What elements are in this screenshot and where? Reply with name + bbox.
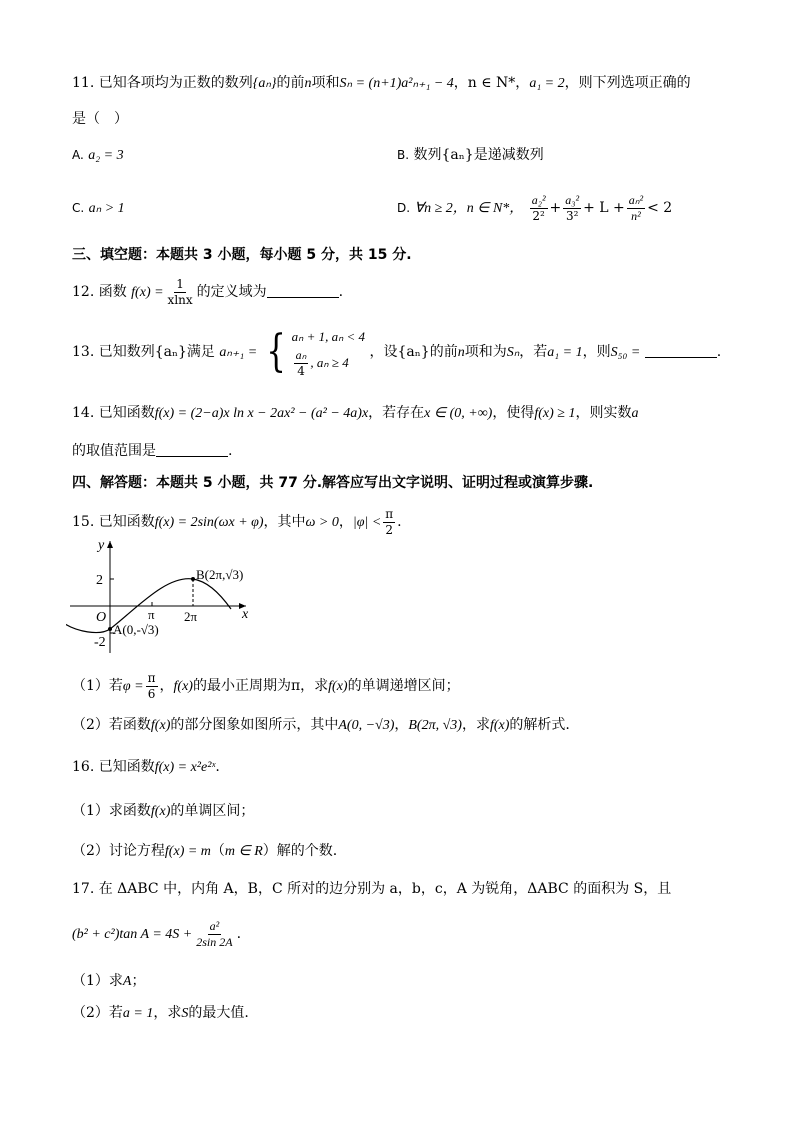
- q15-formula: f(x) = 2sin(ωx + φ): [154, 515, 264, 530]
- point-b: [191, 577, 195, 581]
- q15-text-b: ，其中: [263, 514, 306, 530]
- q15-p1-e: 的单调递增区间；: [347, 678, 460, 694]
- q11-option-c-text: aₙ > 1: [88, 201, 125, 216]
- q16-p2-m: m ∈ R: [224, 844, 263, 859]
- q12-number: 12.: [72, 284, 95, 300]
- q12-text-a: 函数: [98, 284, 127, 300]
- q11-text-c: 项和: [311, 75, 340, 91]
- q13-case2-frac: [294, 348, 309, 379]
- q16-end: .: [215, 759, 220, 775]
- q17-part2: [72, 1002, 249, 1025]
- q12-answer-blank[interactable]: [267, 283, 339, 298]
- q15-pi-den: 2: [385, 522, 394, 537]
- y-axis-arrow: [107, 541, 113, 548]
- q14-ineq: f(x) ≥ 1: [534, 406, 576, 421]
- q11-d-t2-den: 3²: [565, 208, 579, 223]
- q14-answer-blank[interactable]: [156, 442, 228, 457]
- q17-part1: [72, 970, 145, 993]
- q17-p1-b: ；: [131, 973, 146, 989]
- q17-p2-c: 的最大值.: [188, 1005, 249, 1021]
- q11-d-t1-den: 2²: [532, 208, 545, 223]
- section-4-heading: 四、解答题：本题共 5 小题，共 77 分.解答应写出文字说明、证明过程或演算步骤.: [72, 475, 594, 491]
- q16-formula: f(x) = x²e²ˣ: [154, 760, 216, 775]
- section-3-heading: 三、填空题：本题共 3 小题，每小题 5 分，共 15 分.: [72, 247, 412, 263]
- q12-num: 1: [176, 276, 184, 291]
- q17-p1-label: （1）: [72, 973, 109, 989]
- q15-p2-fx: f(x): [150, 718, 171, 733]
- q12-text-b: 的定义域为: [196, 284, 267, 300]
- q11-d-t3-den: n²: [631, 208, 641, 223]
- q15-p1-num: π: [147, 670, 156, 685]
- q11-option-d-term3: [627, 193, 645, 224]
- x-tick-label-2pi: 2π: [184, 609, 198, 624]
- q11-seq: {aₙ}: [252, 76, 277, 91]
- q14-cond: x ∈ (0, +∞): [424, 406, 493, 421]
- q14-text-b: ，若存在: [368, 405, 425, 421]
- q16-part1: [72, 800, 254, 823]
- q15-p1-a: 若: [108, 678, 123, 694]
- q13-text-b: ，设{aₙ}的前: [369, 344, 458, 360]
- point-b-label: B(2π,√3): [196, 567, 244, 582]
- q15-p1-label: （1）: [72, 678, 109, 694]
- q14-text-a: 已知函数: [98, 405, 155, 421]
- q13-case2-num: aₙ: [295, 347, 307, 362]
- q16-text-a: 已知函数: [98, 759, 155, 775]
- q11-d-t2-num: a₃²: [565, 192, 580, 207]
- q15-p2-fx2: f(x): [489, 718, 510, 733]
- q11-option-b-label: B.: [397, 148, 410, 162]
- q15-p2-a: 若函数: [108, 717, 151, 733]
- q16-p1-b: 的单调区间；: [170, 803, 255, 819]
- q15-part1: [72, 664, 460, 709]
- q13-number: 13.: [72, 344, 95, 360]
- q15-p2-c: ，: [394, 717, 409, 733]
- q15-number: 15.: [72, 514, 95, 530]
- q11-option-c-label: C.: [72, 201, 85, 215]
- q15-p2-b: 的部分图象如图所示，其中: [170, 717, 339, 733]
- q17-num: a²: [209, 918, 220, 933]
- q15-text-a: 已知函数: [98, 514, 155, 530]
- q14-line1: [72, 402, 638, 425]
- q11-formula: Sₙ = (n+1)a²ₙ₊₁ − 4: [339, 76, 454, 91]
- q15-p2-e: 的解析式.: [509, 717, 570, 733]
- q15-end: .: [397, 514, 402, 530]
- q16-p1-fx: f(x): [150, 804, 171, 819]
- y-tick-label-neg2: -2: [94, 635, 106, 650]
- q12-fx: f(x) =: [131, 285, 164, 300]
- q14-a: a: [631, 406, 639, 421]
- q17-den: 2sin 2A: [196, 934, 233, 949]
- q15-p2-d: ，求: [461, 717, 490, 733]
- q17-p2-S: S: [181, 1006, 189, 1021]
- q11-number: 11.: [72, 75, 95, 91]
- origin-label: O: [96, 610, 107, 625]
- q12-fraction: [166, 277, 195, 308]
- x-tick-label-pi: π: [148, 607, 155, 622]
- q11-n: n: [304, 76, 312, 91]
- q15-p1-c: 的最小正周期为: [192, 678, 291, 694]
- q13-answer-blank[interactable]: [645, 343, 717, 358]
- q16-stem: [72, 756, 220, 779]
- q11-text-d: ，则下列选项正确的: [564, 75, 691, 91]
- q11-line1: [72, 72, 691, 95]
- q13-case1: aₙ + 1, aₙ < 4: [291, 328, 366, 344]
- q17-end: .: [236, 926, 242, 942]
- q15-p2-pointA: A(0, −√3): [338, 718, 395, 733]
- q13-text-d: ，若: [519, 344, 548, 360]
- q13-s50: S₅₀ =: [610, 345, 641, 360]
- q14-text-c: ，使得: [492, 405, 535, 421]
- q13-case2-den: 4: [297, 363, 305, 378]
- q15-pi-frac: [383, 507, 395, 538]
- q15-text-c: ，: [338, 514, 353, 530]
- q13-case2-tail: , aₙ ≥ 4: [310, 354, 349, 370]
- q15-sine-graph: [66, 535, 266, 660]
- q11-option-a: [72, 144, 124, 167]
- q13-brace: {: [265, 326, 286, 377]
- q17-p2-b: ，求: [153, 1005, 182, 1021]
- q14-line2: 的取值范围是 .: [72, 443, 233, 459]
- q11-option-c: [72, 197, 125, 220]
- q16-p2-c: ）解的个数.: [262, 843, 338, 859]
- q13-case2: [292, 348, 365, 379]
- q15-p1-pi: π: [290, 678, 301, 694]
- q15-pi-num: π: [385, 506, 394, 521]
- q11-option-a-label: A.: [72, 148, 84, 162]
- q11-option-d: [397, 186, 672, 231]
- q17-line1: [72, 878, 671, 900]
- q15-p1-d: ，求: [300, 678, 329, 694]
- q17-number: 17.: [72, 881, 95, 897]
- q17-p1-A: A: [122, 974, 132, 989]
- q16-p2-a: 讨论方程: [108, 843, 165, 859]
- q13-text-c: 项和为: [464, 344, 507, 360]
- q16-number: 16.: [72, 759, 95, 775]
- q13-text-a: 已知数列{aₙ}满足: [98, 344, 215, 360]
- q13-n: n: [457, 345, 465, 360]
- q11-cond2: a₁ = 2: [529, 76, 565, 91]
- q16-p1-a: 求函数: [108, 803, 151, 819]
- q12-den: xlnx: [167, 292, 193, 307]
- q11-option-b-text: 数列{aₙ}是递减数列: [413, 147, 544, 163]
- q13-cases: [292, 326, 365, 379]
- q13-end: .: [716, 344, 722, 360]
- q13-a1: a₁ = 1: [547, 345, 583, 360]
- q15-p1-b: ，: [159, 678, 174, 694]
- q13-lhs: aₙ₊₁ =: [219, 345, 258, 360]
- point-a-label: A(0,-√3): [113, 622, 159, 637]
- q15-cond1: ω > 0: [305, 515, 339, 530]
- q15-p1-phi: φ =: [122, 679, 144, 694]
- point-a: [108, 627, 112, 631]
- q11-d-t3-num: aₙ²: [628, 192, 644, 207]
- q11-d-mid: + L +: [583, 200, 625, 216]
- q16-p1-label: （1）: [72, 803, 109, 819]
- q17-p2-label: （2）: [72, 1005, 109, 1021]
- q13: [72, 320, 721, 385]
- q15-p2-label: （2）: [72, 717, 109, 733]
- q15-cond2: |φ| <: [352, 515, 382, 530]
- q12: 12. 函数 f(x) = $\frac{1}{xlnx}$ 的定义域为 .: [72, 276, 344, 307]
- q17-p1-a: 求: [108, 973, 123, 989]
- y-axis-label: y: [98, 538, 105, 553]
- q13-sn: Sₙ: [506, 345, 520, 360]
- q17-line1-text: 在 ΔABC 中，内角 A，B，C 所对的边分别为 a，b，c，A 为锐角，ΔABC 的面积为 S，且: [98, 881, 672, 897]
- q11-cond1: ，n ∈ N*，: [453, 75, 530, 91]
- x-axis-label: x: [242, 607, 249, 622]
- q14-number: 14.: [72, 405, 95, 421]
- y-tick-label-2: 2: [96, 573, 103, 588]
- q15-p1-frac: [146, 671, 158, 702]
- q16-p2-label: （2）: [72, 843, 109, 859]
- q17-fraction: [194, 919, 234, 950]
- q17-p2-a: 若: [108, 1005, 123, 1021]
- q16-p2-b: （: [210, 843, 225, 859]
- q13-text-e: ，则: [582, 344, 611, 360]
- q17-lhs: (b² + c²)tan A = 4S +: [72, 927, 193, 942]
- q11-d-plus: +: [549, 200, 562, 216]
- q11-option-d-prefix: ∀n ≥ 2，n ∈ N*，: [414, 201, 524, 216]
- q15-p1-den: 6: [147, 686, 156, 701]
- q15-part2: [72, 714, 570, 737]
- q11-d-tail: < 2: [647, 200, 673, 216]
- q14-line2-text: 的取值范围是: [72, 443, 156, 459]
- q11-line2: 是（ ）: [72, 111, 128, 127]
- q15-p2-pointB: B(2π, √3): [408, 718, 462, 733]
- q16-part2: [72, 840, 337, 863]
- q14-text-d: ，则实数: [575, 405, 632, 421]
- q11-option-a-text: a₂ = 3: [88, 148, 124, 163]
- q11-option-d-term1: [530, 193, 548, 224]
- q11-option-d-label: D.: [397, 201, 411, 215]
- q15-p1-fx: f(x): [173, 679, 193, 694]
- q17-p2-cond: a = 1: [122, 1006, 154, 1021]
- q11-option-b: [397, 144, 544, 166]
- q13-piecewise: [262, 326, 365, 379]
- q11-text-a: 已知各项均为正数的数列: [98, 75, 253, 91]
- q11-d-t1-num: a₂²: [531, 192, 546, 207]
- q11-option-d-term2: [563, 193, 581, 224]
- q11-text-b: 的前: [276, 75, 305, 91]
- q14-formula: f(x) = (2−a)x ln x − 2ax² − (a² − 4a)x: [154, 406, 369, 421]
- q15-p1-fx2: f(x): [328, 679, 348, 694]
- q17-line2: [72, 912, 241, 957]
- q16-p2-eq: f(x) = m: [164, 844, 211, 859]
